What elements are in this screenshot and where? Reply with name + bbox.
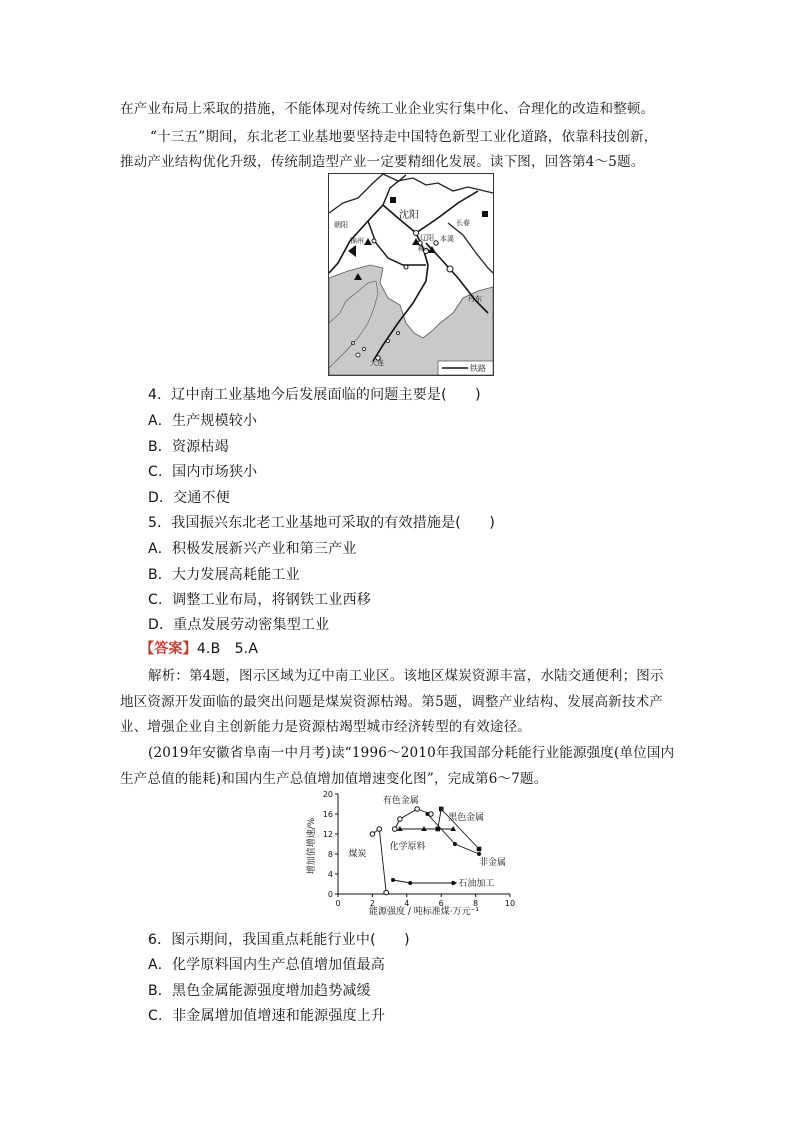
intro-para2-line-2: 推动产业结构优化升级，传统制造型产业一定要精细化发展。读下图，回答第4～5题。: [120, 154, 645, 170]
data-point: [370, 832, 375, 837]
series-label: 黑色金属: [448, 813, 485, 823]
data-point: [477, 852, 481, 856]
series-line: [393, 880, 453, 883]
q4-option-b[interactable]: B．资源枯竭: [148, 439, 229, 455]
arrow-head: [452, 881, 457, 886]
series-label: 有色金属: [382, 796, 419, 806]
data-point: [439, 807, 444, 812]
data-point: [384, 890, 389, 895]
para3-line-1: (2019年安徽省阜南一中月考)读“1996～2010年我国部分耗能行业能源强度(单位国内: [148, 745, 675, 761]
q4-option-d[interactable]: D．交通不便: [148, 490, 230, 506]
liaoning-map: [328, 173, 494, 376]
map-label-chaoyang: 朝阳: [334, 221, 348, 229]
map-label-anshan: 鞍山: [418, 246, 431, 253]
x-tick-label: 10: [504, 899, 516, 908]
analysis-line-3: 业、增强企业自主创新能力是资源枯竭型城市经济转型的有效途径。: [120, 719, 531, 735]
q6-option-c[interactable]: C．非金属增加值增速和能源强度上升: [148, 1008, 386, 1024]
data-point: [425, 812, 429, 816]
data-point: [415, 807, 420, 812]
x-tick-label: 2: [369, 899, 375, 908]
q6-option-b[interactable]: B．黑色金属能源强度增加趋势减缓: [148, 983, 371, 999]
x-tick-label: 0: [335, 899, 341, 908]
q6-stem: 6．图示期间，我国重点耗能行业中( ): [148, 932, 410, 948]
answer-line: [140, 638, 258, 658]
data-point: [377, 827, 382, 832]
q4-option-a[interactable]: A．生产规模较小: [148, 413, 258, 429]
y-tick-label: 16: [322, 810, 333, 819]
x-tick-label: 4: [404, 899, 410, 908]
map-label-shenyang: 沈阳: [399, 210, 419, 221]
x-axis-label: 能源强度 / 吨标准煤·万元⁻¹: [369, 907, 479, 917]
data-point: [421, 826, 427, 831]
data-point: [397, 826, 403, 831]
data-point: [391, 878, 395, 882]
y-tick-label: 8: [327, 850, 333, 859]
series-label: 非金属: [479, 858, 507, 868]
map-legend-label: 铁路: [470, 364, 486, 373]
energy-intensity-chart: [298, 786, 528, 918]
y-tick-label: 0: [327, 890, 333, 899]
q5-option-b[interactable]: B．大力发展高耗能工业: [148, 567, 300, 583]
y-tick-label: 12: [322, 830, 333, 839]
q5-stem: 5．我国振兴东北老工业基地可采取的有效措施是( ): [148, 515, 496, 531]
q5-option-c[interactable]: C．调整工业布局，将钢铁工业西移: [148, 592, 371, 608]
map-label-changchun: 长春: [456, 219, 470, 227]
series-line: [372, 829, 386, 893]
intro-para2-line-1: “十三五”期间，东北老工业基地要坚持走中国特色新型工业化道路，依靠科技创新，: [150, 129, 658, 145]
x-tick-label: 8: [473, 899, 479, 908]
map-label-benxi: 本溪: [440, 235, 454, 243]
data-point: [453, 842, 457, 846]
q5-option-a[interactable]: A．积极发展新兴产业和第三产业: [148, 541, 357, 557]
data-point: [398, 817, 403, 822]
intro-line-1: 在产业布局上采取的措施，不能体现对传统工业企业实行集中化、合理化的改造和整顿。: [120, 101, 655, 117]
data-point: [477, 847, 482, 852]
data-point: [392, 827, 397, 832]
x-tick-label: 6: [438, 899, 444, 908]
data-point: [408, 881, 412, 885]
series-label: 化学原料: [389, 842, 426, 852]
y-tick-label: 20: [322, 790, 333, 799]
map-label-jinzhou: 锦州: [350, 237, 364, 245]
series-label: 煤炭: [348, 849, 367, 860]
q6-option-a[interactable]: A．化学原料国内生产总值增加值最高: [148, 957, 385, 973]
map-label-dandong: 丹东: [468, 295, 482, 303]
map-label-dalian: 大连: [370, 359, 384, 367]
analysis-line-1: 解析：第4题，图示区域为辽中南工业区。该地区煤炭资源丰富，水陆交通便利；图示: [148, 668, 664, 684]
y-tick-label: 4: [327, 870, 333, 879]
q4-option-c[interactable]: C．国内市场狭小: [148, 464, 258, 480]
q4-stem: 4．辽中南工业基地今后发展面临的问题主要是( ): [148, 387, 481, 403]
series-label: 石油加工: [458, 879, 495, 889]
para3-line-2: 生产总值的能耗)和国内生产总值增加值增速变化图”，完成第6～7题。: [120, 771, 548, 787]
map-label-liaoyang: 辽阳: [420, 234, 434, 242]
q5-option-d[interactable]: D．重点发展劳动密集型工业: [148, 617, 330, 633]
analysis-line-2: 地区资源开发面临的最突出问题是煤炭资源枯竭。第5题，调整产业结构、发展高新技术产: [120, 694, 664, 710]
data-point: [450, 826, 456, 831]
y-axis-label: 增加值增速/%: [307, 817, 317, 875]
answer-label: 【答案】: [140, 641, 197, 657]
answer-text: 4.B 5.A: [196, 641, 259, 657]
